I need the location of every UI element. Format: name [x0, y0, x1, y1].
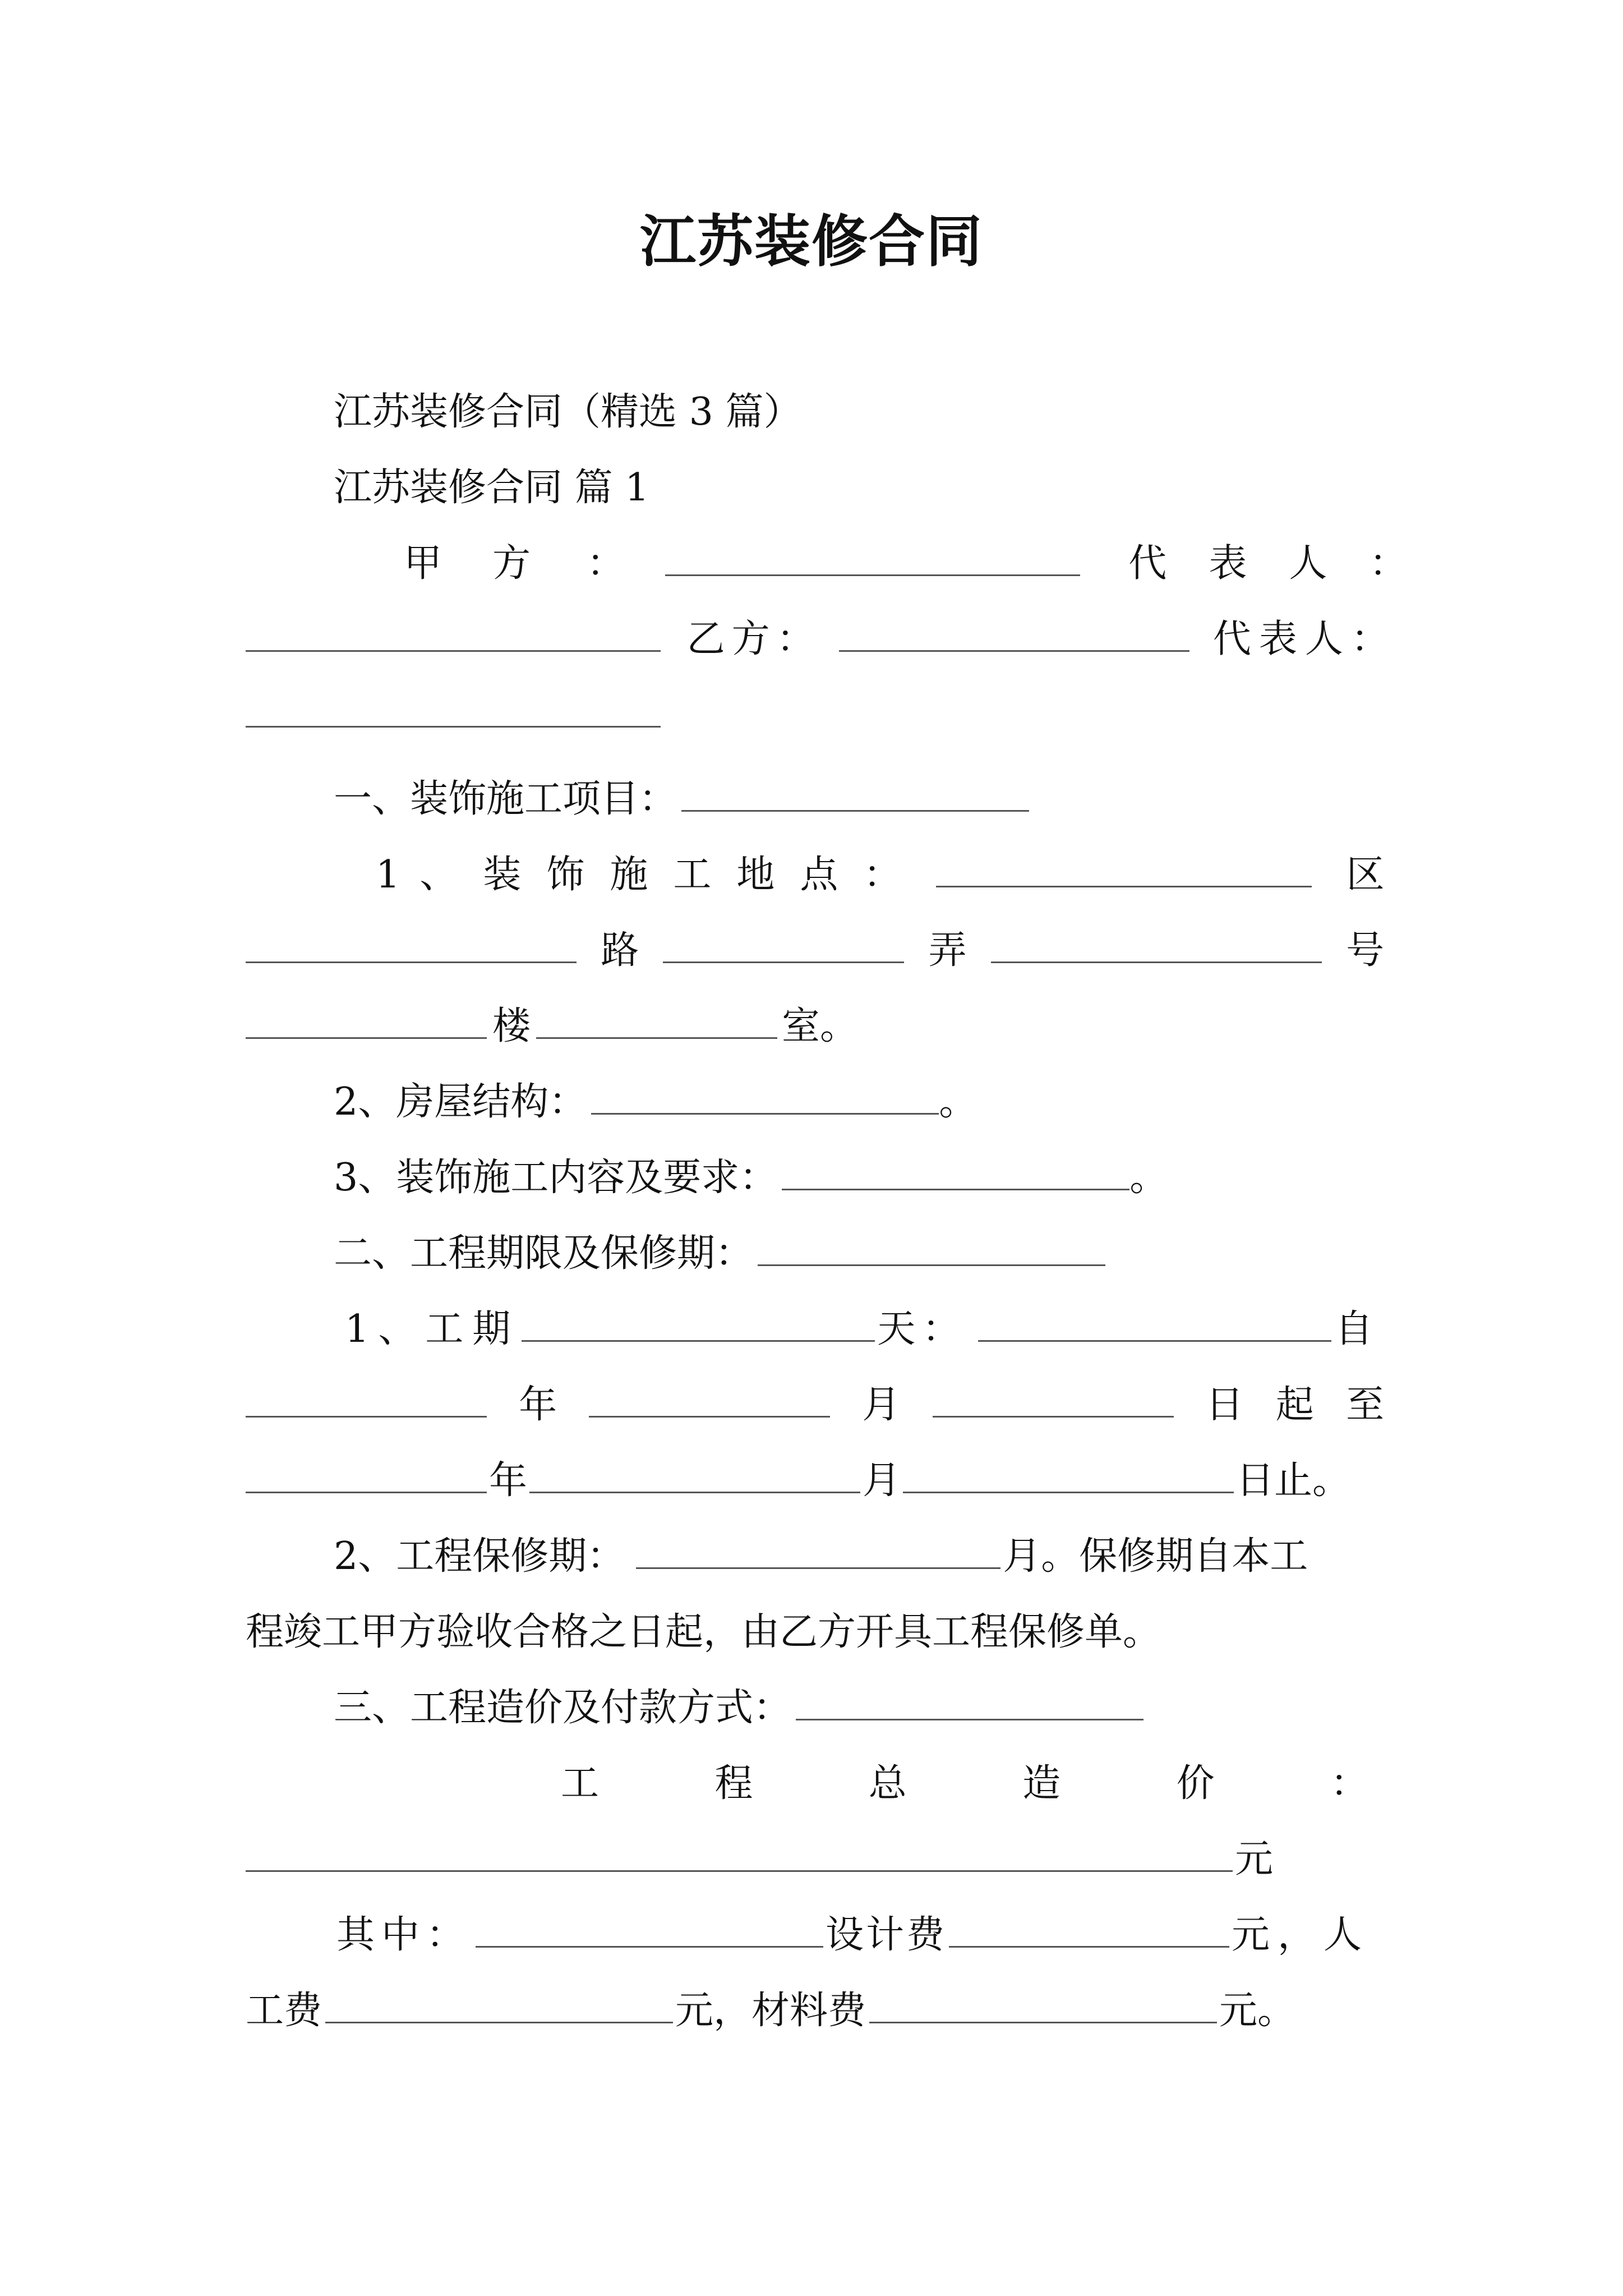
lane-blank[interactable] — [663, 928, 904, 963]
fees-line — [336, 1904, 1385, 1966]
section-1-blank[interactable] — [681, 776, 1029, 812]
building-blank[interactable] — [246, 1004, 487, 1039]
party-b-rep-label: 代表人： — [1212, 617, 1397, 661]
part-heading: 江苏装修合同 篇 1 — [334, 466, 649, 510]
start-year-label: 年 — [519, 1383, 557, 1427]
party-b-blank[interactable] — [839, 616, 1189, 652]
party-b-rep-line — [246, 684, 1384, 746]
rep-char-2: 表 — [1209, 541, 1247, 586]
party-a-label-1: 甲 — [404, 541, 442, 586]
lane-label: 弄 — [928, 928, 967, 973]
structure-period: 。 — [939, 1080, 978, 1124]
day-char-1: 日 — [1205, 1383, 1244, 1427]
number-blank[interactable] — [991, 928, 1322, 963]
content-label: 3、装饰施工内容及要求： — [334, 1156, 778, 1200]
from-label: 自 — [1335, 1307, 1373, 1351]
location-char-3: 装 — [483, 853, 522, 897]
design-fee-yuan: 元，人 — [1232, 1913, 1370, 1957]
material-fee-blank[interactable] — [869, 1988, 1217, 2023]
end-month-label: 月 — [863, 1458, 901, 1503]
duration-label: 1、工期 — [345, 1307, 520, 1351]
party-a-blank[interactable] — [665, 541, 1080, 576]
among-blank[interactable] — [476, 1912, 823, 1948]
start-date-line — [246, 1374, 1384, 1436]
end-date-line — [246, 1450, 1384, 1512]
warranty-text: 月。保修期自本工 — [1003, 1534, 1308, 1579]
day-char-3: 至 — [1345, 1383, 1384, 1427]
structure-label: 2、房屋结构： — [334, 1080, 587, 1124]
location-char-6: 工 — [673, 853, 712, 897]
rep-colon: ： — [1369, 541, 1408, 586]
design-fee-label: 设计费 — [826, 1913, 947, 1957]
duration-blank[interactable] — [522, 1306, 875, 1342]
start-month-blank[interactable] — [589, 1382, 830, 1418]
total-char-5: 价 — [1176, 1761, 1215, 1806]
material-fee-yuan: 元。 — [1219, 1989, 1296, 2033]
total-char-6: ： — [1330, 1761, 1368, 1806]
labor-fee-blank[interactable] — [325, 1988, 673, 2023]
labor-fee-label: 工费 — [246, 1989, 322, 2033]
rep-char-3: 人 — [1289, 541, 1327, 586]
end-month-blank[interactable] — [529, 1458, 860, 1493]
road-line — [246, 920, 1384, 982]
total-char-2: 程 — [714, 1761, 753, 1806]
day-char-2: 起 — [1275, 1383, 1314, 1427]
days-blank[interactable] — [978, 1306, 1331, 1342]
rep-char-1: 代 — [1128, 541, 1167, 586]
section-3-heading: 三、工程造价及付款方式： — [334, 1686, 792, 1730]
warranty-line — [334, 1526, 1388, 1588]
warranty-label: 2、工程保修期： — [334, 1534, 625, 1579]
party-b-rep-blank[interactable] — [246, 692, 661, 728]
start-month-label: 月 — [862, 1383, 901, 1427]
building-label: 楼 — [492, 1004, 531, 1048]
section-3-line — [334, 1677, 1472, 1739]
district-blank[interactable] — [936, 852, 1312, 887]
location-char-1: 1 — [376, 853, 400, 897]
structure-blank[interactable] — [591, 1079, 939, 1115]
location-line — [376, 844, 1385, 906]
labor-material-line — [246, 1980, 1384, 2042]
section-2-blank[interactable] — [758, 1231, 1105, 1266]
start-year-blank[interactable] — [246, 1382, 487, 1418]
party-b-line — [246, 609, 1397, 670]
building-line — [246, 996, 1384, 1057]
location-char-4: 饰 — [546, 853, 585, 897]
end-year-blank[interactable] — [246, 1458, 487, 1493]
duration-line — [345, 1299, 1382, 1360]
total-amount-blank[interactable] — [246, 1837, 1233, 1872]
total-char-1: 工 — [561, 1761, 600, 1806]
design-fee-blank[interactable] — [949, 1912, 1229, 1948]
party-b-label: 乙方： — [686, 617, 822, 661]
party-a-colon: ： — [587, 541, 625, 586]
location-char-7: 地 — [736, 853, 775, 897]
total-price-line — [561, 1753, 1368, 1815]
location-char-9: ： — [863, 853, 902, 897]
end-day-blank[interactable] — [903, 1458, 1234, 1493]
section-3-blank[interactable] — [796, 1685, 1144, 1720]
section-2-heading: 二、工程期限及保修期： — [334, 1231, 754, 1276]
document-title: 江苏装修合同 — [640, 208, 983, 274]
room-blank[interactable] — [536, 1004, 777, 1039]
room-label: 室。 — [782, 1004, 859, 1048]
content-line — [334, 1147, 1472, 1209]
total-amount-line — [246, 1829, 1384, 1890]
start-day-blank[interactable] — [933, 1382, 1174, 1418]
road-label: 路 — [601, 928, 639, 973]
district-label: 区 — [1346, 853, 1385, 897]
structure-line — [334, 1071, 1472, 1133]
party-a-line — [404, 533, 1408, 595]
party-a-label-2: 方 — [492, 541, 531, 586]
end-day-label: 日止。 — [1236, 1458, 1351, 1503]
content-blank[interactable] — [782, 1155, 1129, 1190]
section-1-line — [334, 769, 1472, 830]
warranty-text-line: 程竣工甲方验收合格之日起，由乙方开具工程保修单。 — [246, 1610, 1161, 1654]
days-label: 天： — [877, 1307, 967, 1351]
section-1-heading: 一、装饰施工项目： — [334, 777, 677, 821]
warranty-blank[interactable] — [636, 1534, 1000, 1569]
subtitle: 江苏装修合同（精选 3 篇） — [334, 390, 802, 434]
total-char-4: 造 — [1022, 1761, 1061, 1806]
location-char-5: 施 — [610, 853, 648, 897]
location-char-8: 点 — [800, 853, 838, 897]
total-char-3: 总 — [868, 1761, 907, 1806]
number-label: 号 — [1345, 928, 1384, 973]
content-period: 。 — [1129, 1156, 1168, 1200]
total-yuan: 元 — [1235, 1837, 1274, 1881]
location-char-2: 、 — [419, 853, 458, 897]
party-a-rep-blank[interactable] — [246, 616, 661, 652]
section-2-line — [334, 1223, 1472, 1285]
among-label: 其中： — [336, 1913, 472, 1957]
labor-fee-yuan: 元，材料费 — [675, 1989, 866, 2033]
end-year-label: 年 — [489, 1458, 528, 1503]
road-blank[interactable] — [246, 928, 577, 963]
